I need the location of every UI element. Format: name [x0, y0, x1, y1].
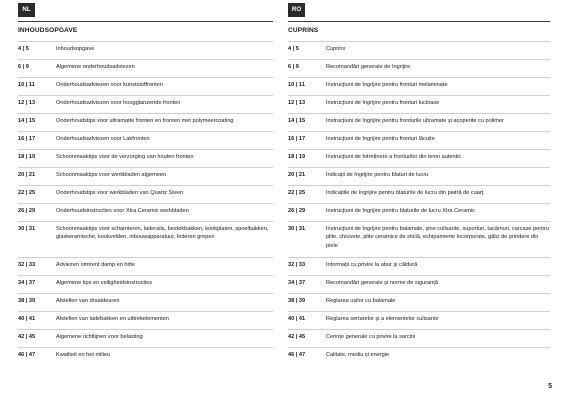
nl-toc-page-range: 18 | 19 [18, 154, 36, 160]
ro-toc-row [288, 41, 550, 59]
ro-toc-page-range: 32 | 33 [288, 262, 306, 268]
ro-toc-row [288, 59, 550, 77]
nl-header-rule [18, 21, 273, 22]
ro-toc-row [288, 257, 550, 275]
ro-header-rule [288, 21, 550, 22]
nl-toc-title: Onderhoudsadviezen voor hoogglanzende fronten [56, 100, 181, 106]
ro-toc-row [288, 293, 550, 311]
nl-toc-title: Onderhoudstips voor ultramatte fronten en fronten met polymeercoating [56, 118, 234, 124]
ro-toc-title: Instrucțiuni de îngrijire pentru fronturi lucioase [326, 100, 440, 106]
nl-toc-row [18, 275, 273, 293]
ro-toc-row [288, 167, 550, 185]
nl-toc-page-range: 22 | 25 [18, 190, 36, 196]
nl-toc-row [18, 41, 273, 59]
ro-toc-page-range: 10 | 11 [288, 82, 305, 88]
nl-toc-row [18, 311, 273, 329]
ro-toc-row [288, 311, 550, 329]
nl-toc-page-range: 12 | 13 [18, 100, 36, 106]
nl-toc-page-range: 20 | 21 [18, 172, 36, 178]
nl-toc-title: Afstellen van draaideuren [56, 298, 120, 304]
ro-toc-page-range: 38 | 39 [288, 298, 306, 304]
nl-toc-page-range: 14 | 15 [18, 118, 36, 124]
ro-toc-title: Indicații de îngrijire pentru blaturi de lucru [326, 172, 429, 178]
ro-toc-page-range: 6 | 9 [288, 64, 299, 70]
ro-toc-page-range: 4 | 5 [288, 46, 299, 52]
nl-toc-row [18, 329, 273, 347]
ro-toc-title: Cuprins [326, 46, 346, 52]
ro-toc-page-range: 26 | 29 [288, 208, 306, 214]
ro-toc-title: Indicațiile de îngrijire pentru blaturile de lucru din piatră de cuarț [326, 190, 484, 196]
nl-toc-title: Afstellen van ladebakken en uittrekelementen [56, 316, 169, 322]
nl-toc-page-range: 40 | 41 [18, 316, 36, 322]
ro-toc-row [288, 149, 550, 167]
nl-toc-title: Algemene onderhoudsadviezen [56, 64, 135, 70]
ro-toc-title: Reglarea ușilor cu balamale [326, 298, 396, 304]
nl-toc-page-range: 46 | 47 [18, 352, 36, 358]
nl-toc-page-range: 34 | 37 [18, 280, 36, 286]
nl-toc-page-range: 42 | 45 [18, 334, 36, 340]
ro-toc-title: Calitate, mediu și energie [326, 352, 390, 358]
ro-toc-title: Instrucțiuni de îngrijire pentru fronturi melaminate [326, 82, 448, 88]
nl-toc-page-range: 26 | 29 [18, 208, 36, 214]
ro-language-tag: RO [288, 3, 305, 17]
ro-toc-row [288, 347, 550, 365]
nl-toc-page-range: 4 | 5 [18, 46, 29, 52]
ro-toc-title: Instrucțiuni de întreținere a fronturilor din lemn autentic [326, 154, 462, 160]
ro-toc-row [288, 203, 550, 221]
nl-toc-row [18, 95, 273, 113]
nl-toc-row [18, 221, 273, 257]
ro-toc-row [288, 95, 550, 113]
nl-toc-row [18, 113, 273, 131]
ro-toc-title: Informații cu privire la abur și căldură [326, 262, 418, 268]
nl-toc-title: Onderhoudsinstructies voor Xtra Ceramic werkbladen [56, 208, 189, 214]
nl-toc-row [18, 257, 273, 275]
ro-toc-title: Instrucțiuni de îngrijire pentru fronturi lăcuite [326, 136, 435, 142]
nl-toc-title: Kwaliteit en het milieu [56, 352, 111, 358]
nl-toc-title: Inhoudsopgave [56, 46, 95, 52]
nl-toc-row [18, 185, 273, 203]
nl-toc-page-range: 32 | 33 [18, 262, 36, 268]
nl-toc-row [18, 167, 273, 185]
nl-toc-row [18, 293, 273, 311]
ro-toc-row [288, 329, 550, 347]
nl-toc-heading: INHOUDSOPGAVE [18, 27, 78, 34]
ro-toc-row [288, 275, 550, 293]
nl-toc-title: Onderhoudsadviezen voor kunststoffronten [56, 82, 163, 88]
nl-toc-row [18, 59, 273, 77]
ro-toc-row [288, 113, 550, 131]
nl-toc-page-range: 30 | 31 [18, 226, 36, 232]
nl-toc-page-range: 6 | 9 [18, 64, 29, 70]
nl-toc-row [18, 77, 273, 95]
nl-toc-title: Algemene tips en veiligheidsinstructies [56, 280, 153, 286]
nl-toc-row [18, 149, 273, 167]
ro-toc-page-range: 42 | 45 [288, 334, 306, 340]
ro-toc-heading: CUPRINS [288, 27, 319, 34]
ro-toc-row [288, 221, 550, 257]
nl-toc-row [18, 131, 273, 149]
nl-toc-row [18, 203, 273, 221]
ro-toc-page-range: 22 | 25 [288, 190, 306, 196]
ro-toc-page-range: 18 | 19 [288, 154, 306, 160]
ro-toc-page-range: 30 | 31 [288, 226, 306, 232]
ro-toc-title: Instrucțiuni de îngrijire pentru blaturile de lucru Xtra Ceramic [326, 208, 475, 214]
ro-toc-title: Cerințe generale cu privire la sarcini [326, 334, 416, 340]
nl-toc-title: Schoonmaaktips voor werkbladen algemeen [56, 172, 167, 178]
nl-toc-title: Schoonmaaktips voor de verzorging van houten fronten [56, 154, 194, 160]
ro-toc-title: Instrucțiuni de îngrijire pentru balamale, șine culisante, suporturi, tacâmuri, carcase pentru plite, chiuvete, plite ceramice de sticlă, echipamente încorporate, gâlci de prindere din piele [326, 226, 549, 249]
ro-toc-row [288, 131, 550, 149]
nl-language-tag: NL [18, 3, 35, 17]
nl-toc-title: Adviezen omtrent damp en hitte [56, 262, 135, 268]
ro-toc-title: Reglarea sertarelor și a elementelor culisante [326, 316, 439, 322]
ro-toc-page-range: 12 | 13 [288, 100, 306, 106]
ro-toc-page-range: 20 | 21 [288, 172, 306, 178]
ro-toc-page-range: 40 | 41 [288, 316, 306, 322]
nl-toc-row [18, 347, 273, 365]
nl-toc-title: Schoonmaaktips voor scharnieren, laderails, bestekbakken, kookplaten, spoelbakken, glaskeramische, kookvelden, inbouwapparatuur, lederen grepen [56, 226, 269, 241]
nl-toc-page-range: 10 | 11 [18, 82, 35, 88]
ro-toc-page-range: 34 | 37 [288, 280, 306, 286]
ro-toc-row [288, 185, 550, 203]
nl-toc-page-range: 16 | 17 [18, 136, 36, 142]
ro-toc-row [288, 77, 550, 95]
ro-toc-title: Recomandări generale și norme de siguranță [326, 280, 438, 286]
ro-toc-title: Recomandări generale de îngrijire [326, 64, 411, 70]
nl-toc-page-range: 38 | 39 [18, 298, 36, 304]
nl-toc-title: Onderhoudstips voor werkbladen van Quartz Steen [56, 190, 184, 196]
page-number: 5 [548, 383, 552, 390]
ro-toc-page-range: 46 | 47 [288, 352, 306, 358]
nl-toc-title: Algemene richtlijnen voor belasting [56, 334, 143, 340]
ro-toc-page-range: 14 | 15 [288, 118, 306, 124]
ro-toc-title: Instrucțiuni de îngrijire pentru fronturile ultramate și acoperite cu polimer [326, 118, 504, 124]
nl-toc-title: Onderhoudsadviezen voor Lakfronten [56, 136, 150, 142]
ro-toc-page-range: 16 | 17 [288, 136, 306, 142]
